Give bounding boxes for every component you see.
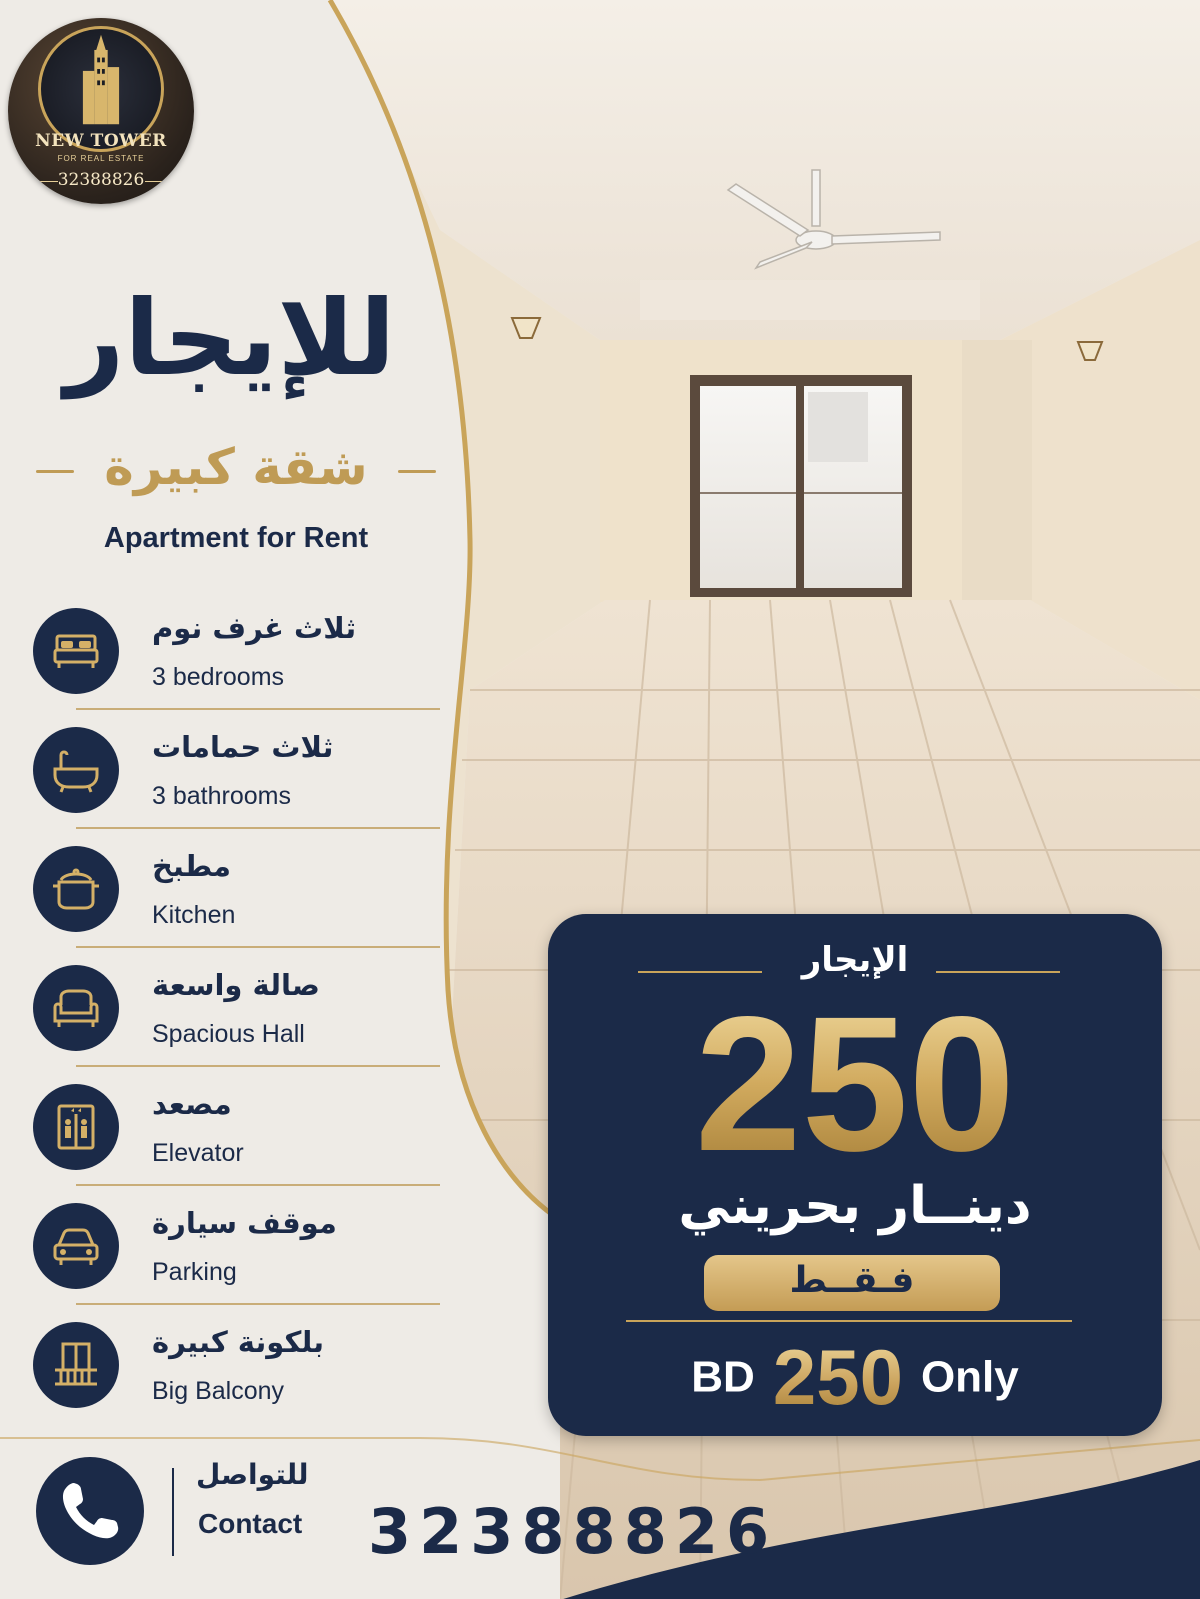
feature-label-english: 3 bathrooms	[152, 782, 291, 810]
brand-subtitle: FOR REAL ESTATE	[57, 154, 145, 163]
feature-label-english: Big Balcony	[152, 1377, 285, 1405]
contact-label-arabic: للتواصل	[196, 1458, 309, 1491]
subtitle-arabic: شقة كبيرة	[104, 438, 368, 496]
feature-label-arabic: صالة واسعة	[152, 968, 320, 1002]
bathtub-icon	[33, 727, 119, 813]
price-english	[548, 1332, 1162, 1420]
feature-label-english: Elevator	[152, 1139, 244, 1167]
subtitle-divider	[398, 470, 436, 473]
feature-label-arabic: بلكونة كبيرة	[152, 1325, 325, 1359]
feature-label-arabic: مطبخ	[152, 849, 231, 883]
bed-icon	[33, 608, 119, 694]
feature-divider	[76, 1184, 440, 1186]
price-currency-english: BD	[691, 1352, 755, 1402]
only-label-arabic: فـقــط	[789, 1260, 915, 1301]
feature-divider	[76, 946, 440, 948]
feature-divider	[76, 708, 440, 710]
contact-label-english: Contact	[198, 1508, 303, 1539]
headline-arabic: للإيجار	[64, 277, 396, 399]
sofa-icon	[33, 965, 119, 1051]
brand-phone: 32388826	[57, 170, 145, 190]
elevator-icon	[33, 1084, 119, 1170]
feature-label-arabic: ثلاث حمامات	[152, 730, 334, 764]
feature-parking	[30, 1200, 410, 1319]
feature-label-english: Parking	[152, 1258, 237, 1286]
feature-bathrooms	[30, 724, 410, 843]
feature-label-english: 3 bedrooms	[152, 663, 285, 691]
feature-hall	[30, 962, 410, 1081]
brand-logo	[8, 18, 194, 204]
price-currency-arabic: دينــار بحريني	[678, 1176, 1032, 1236]
feature-label-arabic: موقف سيارة	[152, 1206, 337, 1240]
subtitle-row	[36, 432, 436, 502]
feature-label-english: Spacious Hall	[152, 1020, 305, 1048]
price-label-divider	[936, 971, 1060, 973]
feature-divider	[76, 1065, 440, 1067]
price-amount: 250	[548, 984, 1162, 1184]
feature-list	[30, 605, 410, 1438]
feature-divider	[76, 827, 440, 829]
feature-kitchen	[30, 843, 410, 962]
price-card	[548, 914, 1162, 1436]
feature-label-english: Kitchen	[152, 901, 236, 929]
price-only-english: Only	[920, 1352, 1019, 1402]
price-label-arabic: الإيجار	[801, 940, 909, 980]
brand-name: NEW TOWER	[35, 131, 167, 151]
contact-phone-number[interactable]: 32388826	[368, 1495, 778, 1568]
balcony-icon	[33, 1322, 119, 1408]
price-amount-english: 250	[772, 1333, 903, 1422]
headline-english: Apartment for Rent	[103, 522, 369, 554]
feature-label-arabic: مصعد	[152, 1087, 232, 1121]
feature-elevator	[30, 1081, 410, 1200]
only-badge	[704, 1255, 1000, 1311]
cooking-pot-icon	[33, 846, 119, 932]
feature-label-arabic: ثلاث غرف نوم	[152, 611, 357, 645]
feature-bedrooms	[30, 605, 410, 724]
car-icon	[33, 1203, 119, 1289]
feature-divider	[76, 1303, 440, 1305]
feature-balcony	[30, 1319, 410, 1438]
phone-icon[interactable]	[36, 1457, 144, 1565]
contact-divider	[172, 1468, 174, 1556]
price-divider	[626, 1320, 1072, 1322]
